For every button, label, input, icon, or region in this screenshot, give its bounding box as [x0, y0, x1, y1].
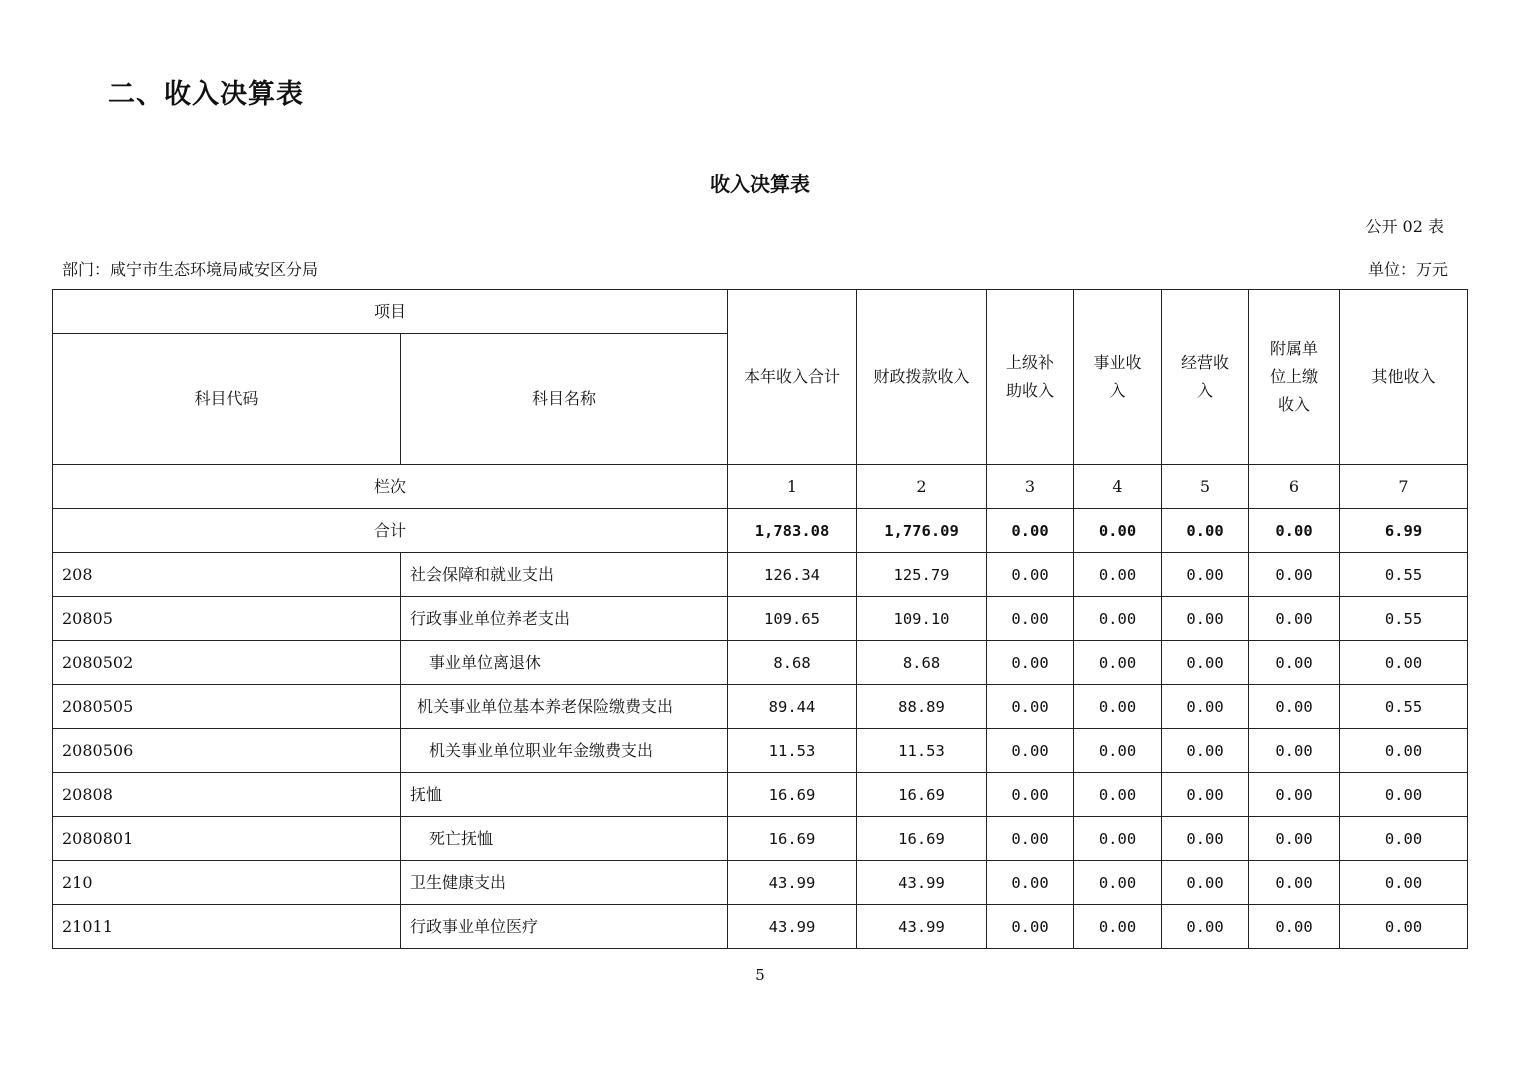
income-table [52, 289, 1468, 949]
header-col6-line1: 附属单 [1270, 339, 1319, 358]
header-col2: 财政拨款收入 [857, 290, 987, 465]
table-row [53, 773, 1468, 817]
row-name: 社会保障和就业支出 [401, 553, 728, 597]
row-value: 0.00 [1162, 905, 1249, 949]
table-row [53, 817, 1468, 861]
row-value: 109.10 [857, 597, 987, 641]
row-name: 行政事业单位养老支出 [401, 597, 728, 641]
table-row [53, 597, 1468, 641]
row-value: 16.69 [857, 773, 987, 817]
table-row [53, 641, 1468, 685]
column-index-cell: 7 [1340, 465, 1468, 509]
header-col3-line2: 助收入 [1006, 381, 1055, 400]
form-code: 公开 02 表 [1365, 217, 1444, 236]
row-value: 0.00 [1074, 773, 1162, 817]
row-value: 0.00 [1249, 729, 1340, 773]
row-code: 21011 [53, 905, 401, 949]
row-value: 0.00 [1074, 905, 1162, 949]
row-code: 210 [53, 861, 401, 905]
total-value: 0.00 [1249, 509, 1340, 553]
row-value: 0.00 [1249, 685, 1340, 729]
table-row [53, 861, 1468, 905]
row-value: 0.00 [1249, 905, 1340, 949]
header-col7: 其他收入 [1340, 290, 1468, 465]
header-code: 科目代码 [53, 334, 401, 465]
row-name: 机关事业单位职业年金缴费支出 [401, 729, 728, 773]
column-index-cell: 1 [728, 465, 857, 509]
row-name: 抚恤 [401, 773, 728, 817]
column-index-cell: 3 [987, 465, 1074, 509]
table-row [53, 685, 1468, 729]
row-value: 0.00 [1340, 861, 1468, 905]
header-col4 [1074, 290, 1162, 465]
row-value: 0.55 [1340, 685, 1468, 729]
row-code: 2080502 [53, 641, 401, 685]
row-value: 0.00 [1249, 861, 1340, 905]
row-code: 2080801 [53, 817, 401, 861]
column-index-label: 栏次 [53, 465, 728, 509]
row-code: 2080506 [53, 729, 401, 773]
row-value: 0.00 [987, 685, 1074, 729]
row-value: 0.00 [1340, 641, 1468, 685]
row-name: 卫生健康支出 [401, 861, 728, 905]
row-value: 0.00 [1074, 597, 1162, 641]
row-value: 0.00 [987, 773, 1074, 817]
row-value: 0.00 [987, 553, 1074, 597]
row-value: 0.00 [987, 861, 1074, 905]
row-code: 20805 [53, 597, 401, 641]
row-value: 0.00 [1074, 861, 1162, 905]
row-value: 0.55 [1340, 553, 1468, 597]
row-value: 0.00 [1249, 553, 1340, 597]
row-value: 0.00 [1162, 597, 1249, 641]
total-value: 0.00 [987, 509, 1074, 553]
row-value: 0.00 [1074, 641, 1162, 685]
column-index-cell: 2 [857, 465, 987, 509]
header-col3-line1: 上级补 [1006, 353, 1055, 372]
row-value: 109.65 [728, 597, 857, 641]
row-code: 208 [53, 553, 401, 597]
row-value: 0.00 [1340, 773, 1468, 817]
row-value: 8.68 [857, 641, 987, 685]
total-value: 6.99 [1340, 509, 1468, 553]
row-name: 机关事业单位基本养老保险缴费支出 [401, 685, 728, 729]
department-label: 部门：咸宁市生态环境局咸安区分局 [62, 260, 319, 279]
row-value: 43.99 [857, 861, 987, 905]
table-row [53, 729, 1468, 773]
row-value: 0.00 [987, 905, 1074, 949]
row-code: 20808 [53, 773, 401, 817]
row-value: 0.00 [1074, 817, 1162, 861]
row-value: 0.00 [1249, 773, 1340, 817]
header-col6 [1249, 290, 1340, 465]
total-label: 合计 [53, 509, 728, 553]
header-col5-line1: 经营收 [1181, 353, 1230, 372]
row-value: 43.99 [857, 905, 987, 949]
column-index-cell: 6 [1249, 465, 1340, 509]
row-value: 0.00 [1340, 905, 1468, 949]
row-value: 0.00 [1074, 729, 1162, 773]
row-value: 0.00 [987, 729, 1074, 773]
row-name: 死亡抚恤 [401, 817, 728, 861]
row-value: 126.34 [728, 553, 857, 597]
row-value: 0.00 [1162, 773, 1249, 817]
row-value: 0.00 [987, 597, 1074, 641]
row-value: 8.68 [728, 641, 857, 685]
table-title: 收入决算表 [710, 172, 810, 196]
total-value: 0.00 [1162, 509, 1249, 553]
page-number: 5 [755, 966, 765, 984]
header-col5-line2: 入 [1197, 381, 1214, 400]
row-value: 89.44 [728, 685, 857, 729]
row-value: 16.69 [728, 817, 857, 861]
header-row-1 [53, 290, 1468, 334]
table-row [53, 553, 1468, 597]
header-name: 科目名称 [401, 334, 728, 465]
header-col4-line1: 事业收 [1093, 353, 1142, 372]
column-index-cell: 5 [1162, 465, 1249, 509]
total-value: 1,783.08 [728, 509, 857, 553]
row-value: 88.89 [857, 685, 987, 729]
row-value: 0.00 [1340, 817, 1468, 861]
row-value: 0.00 [1340, 729, 1468, 773]
column-index-row [53, 465, 1468, 509]
column-index-cell: 4 [1074, 465, 1162, 509]
header-col6-line3: 收入 [1278, 395, 1311, 414]
row-value: 0.00 [1162, 685, 1249, 729]
row-value: 0.00 [1162, 861, 1249, 905]
row-value: 43.99 [728, 905, 857, 949]
row-value: 16.69 [857, 817, 987, 861]
row-value: 0.00 [1162, 817, 1249, 861]
row-value: 0.00 [1162, 641, 1249, 685]
row-value: 0.00 [1162, 729, 1249, 773]
total-value: 0.00 [1074, 509, 1162, 553]
row-code: 2080505 [53, 685, 401, 729]
row-value: 43.99 [728, 861, 857, 905]
header-col3 [987, 290, 1074, 465]
header-col4-line2: 入 [1109, 381, 1126, 400]
header-col5 [1162, 290, 1249, 465]
section-heading: 二、收入决算表 [108, 79, 304, 110]
row-name: 行政事业单位医疗 [401, 905, 728, 949]
row-value: 0.00 [987, 641, 1074, 685]
row-value: 0.00 [987, 817, 1074, 861]
row-value: 11.53 [728, 729, 857, 773]
row-value: 0.55 [1340, 597, 1468, 641]
row-value: 125.79 [857, 553, 987, 597]
unit-label: 单位：万元 [1367, 260, 1448, 279]
total-value: 1,776.09 [857, 509, 987, 553]
row-value: 0.00 [1074, 685, 1162, 729]
header-project: 项目 [53, 290, 728, 334]
total-row [53, 509, 1468, 553]
row-value: 0.00 [1249, 641, 1340, 685]
row-value: 16.69 [728, 773, 857, 817]
row-value: 0.00 [1249, 817, 1340, 861]
header-col6-line2: 位上缴 [1270, 367, 1319, 386]
row-value: 11.53 [857, 729, 987, 773]
row-value: 0.00 [1074, 553, 1162, 597]
row-value: 0.00 [1249, 597, 1340, 641]
row-name: 事业单位离退休 [401, 641, 728, 685]
table-row [53, 905, 1468, 949]
row-value: 0.00 [1162, 553, 1249, 597]
header-col1: 本年收入合计 [728, 290, 857, 465]
